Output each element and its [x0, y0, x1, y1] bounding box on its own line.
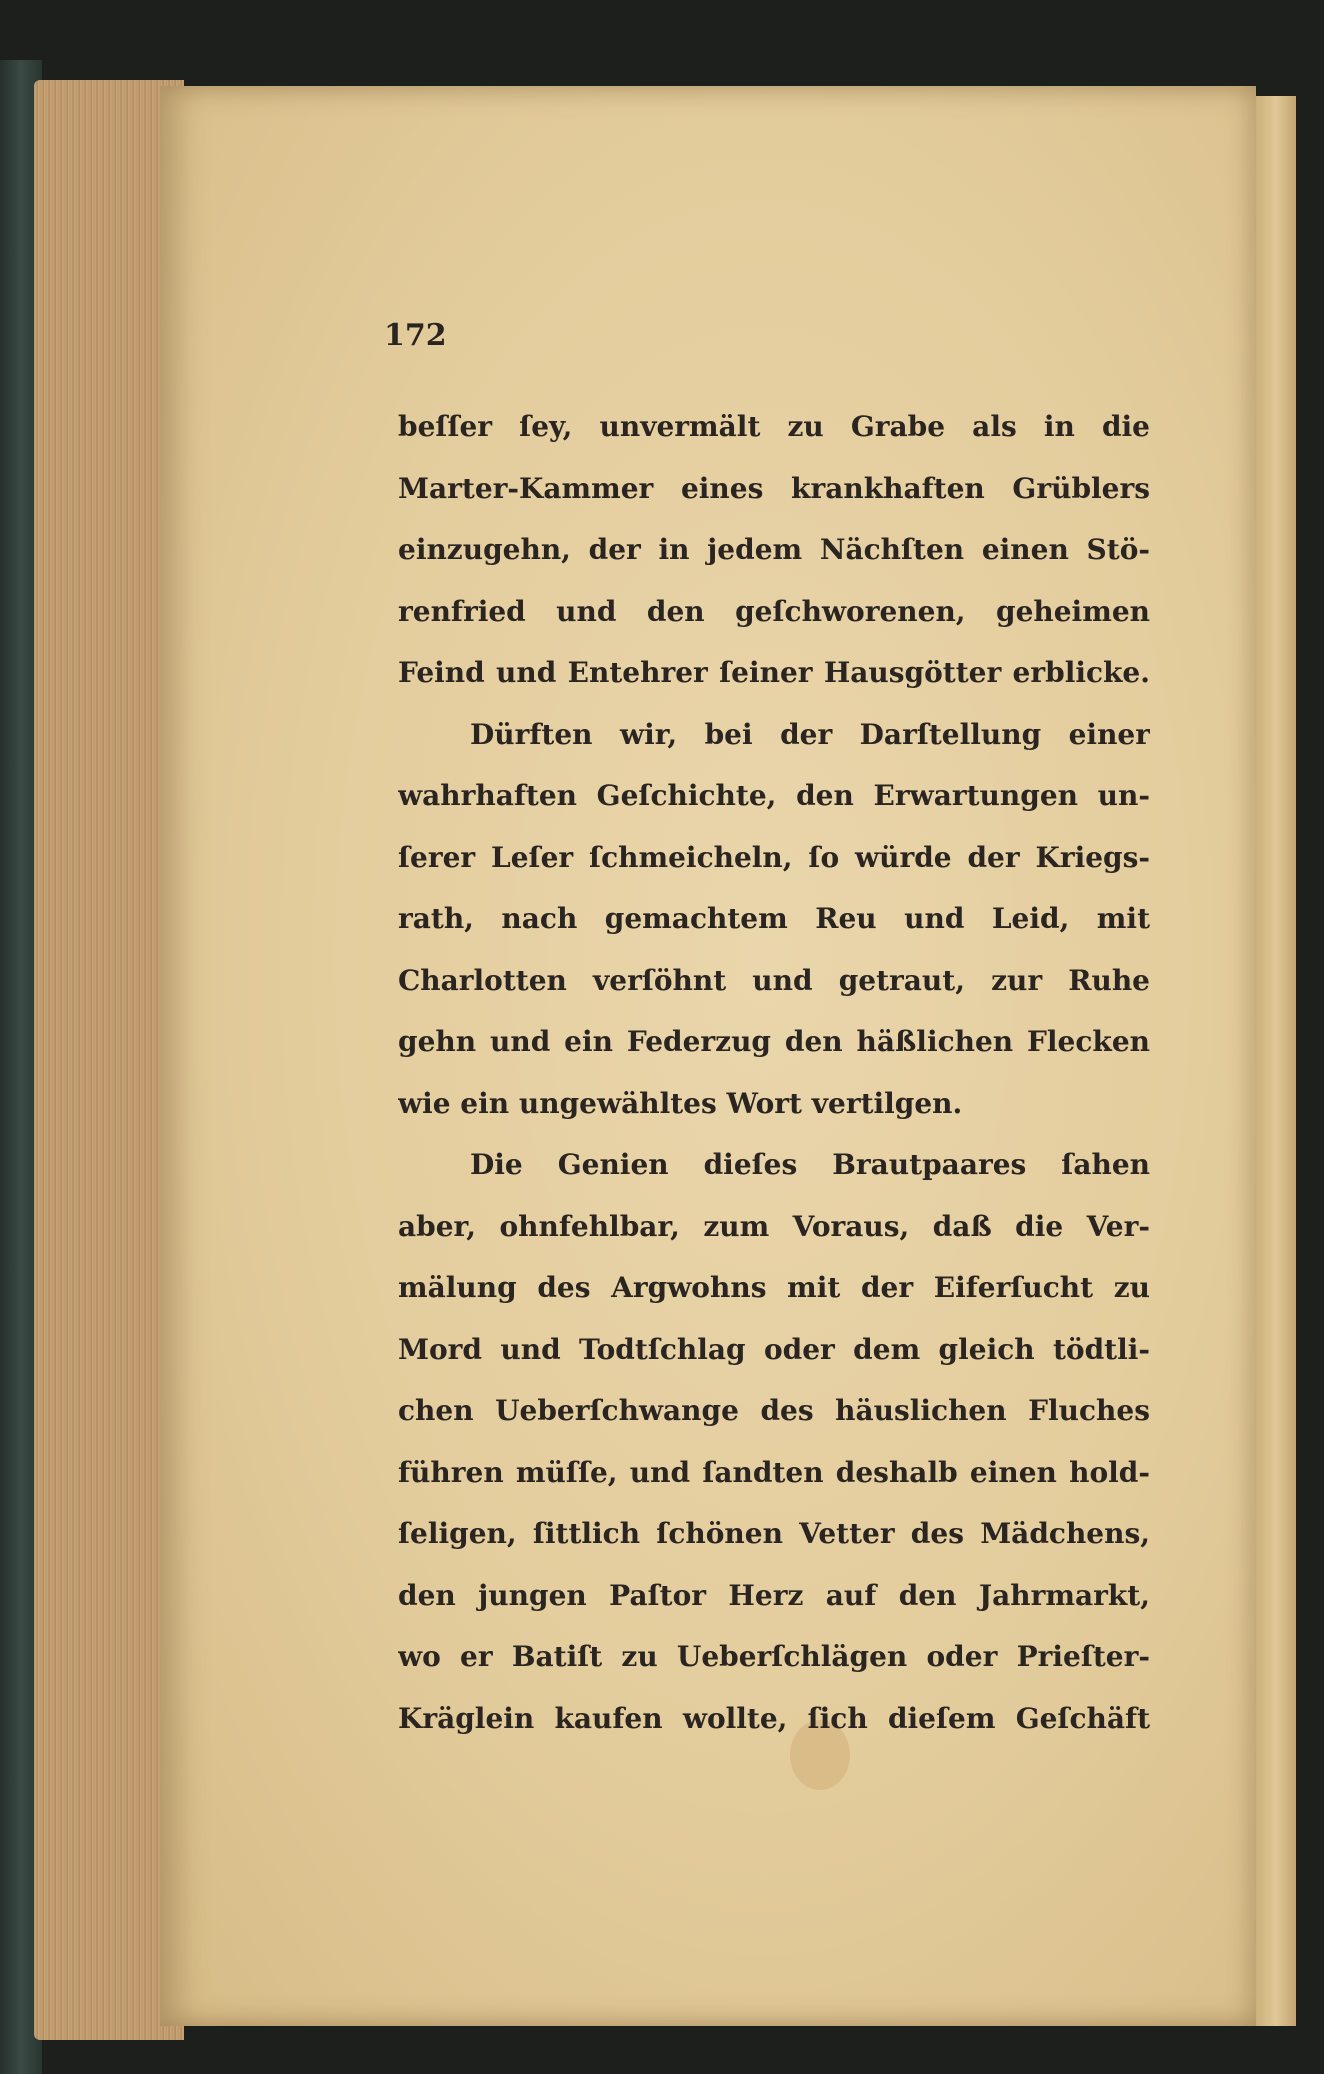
text-line: Kräglein kaufen wollte, ſich dieſem Geſchäft — [398, 1701, 1150, 1735]
text-line: Die Genien dieſes Brautpaares ſahen — [470, 1148, 1150, 1181]
text-line: Marter-Kammer eines krankhaften Grüblers — [398, 471, 1150, 505]
text-line: den jungen Paſtor Herz auf den Jahrmarkt, — [398, 1578, 1150, 1612]
text-line: gehn und ein Federzug den häßlichen Flecken — [398, 1025, 1150, 1058]
text-line: Mord und Todtſchlag oder dem gleich tödtli- — [398, 1332, 1150, 1366]
text-line: aber, ohnfehlbar, zum Voraus, daß die Ver- — [398, 1209, 1150, 1243]
text-line: ſeligen, ſittlich ſchönen Vetter des Mädchens, — [398, 1517, 1150, 1550]
text-line: wie ein ungewähltes Wort vertilgen. — [398, 1086, 963, 1120]
text-line: beſſer ſey, unvermält zu Grabe als in die — [398, 410, 1150, 443]
text-line: wahrhaften Geſchichte, den Erwartungen un- — [398, 779, 1150, 812]
page-number: 172 — [384, 318, 447, 353]
text-line: Dürften wir, bei der Darſtellung einer — [470, 717, 1150, 751]
text-line: ſerer Leſer ſchmeicheln, ſo würde der Kriegs- — [398, 840, 1150, 874]
text-line: renfried und den geſchworenen, geheimen — [398, 594, 1150, 628]
text-line: chen Ueberſchwange des häuslichen Fluches — [398, 1394, 1150, 1427]
text-line: Feind und Entehrer ſeiner Hausgötter erblicke. — [398, 656, 1150, 689]
text-line: rath, nach gemachtem Reu und Leid, mit — [398, 902, 1150, 935]
text-line: wo er Batiſt zu Ueberſchlägen oder Prieſter- — [398, 1640, 1150, 1673]
text-line: mälung des Argwohns mit der Eiferſucht zu — [398, 1271, 1150, 1304]
text-line: Charlotten verſöhnt und getraut, zur Ruhe — [398, 963, 1150, 997]
facing-page-edge — [1256, 96, 1296, 2026]
text-line: führen müſſe, und ſandten deshalb einen hold- — [398, 1455, 1150, 1489]
body-text — [398, 396, 1150, 1749]
text-line: einzugehn, der in jedem Nächſten einen Stö- — [398, 533, 1150, 566]
